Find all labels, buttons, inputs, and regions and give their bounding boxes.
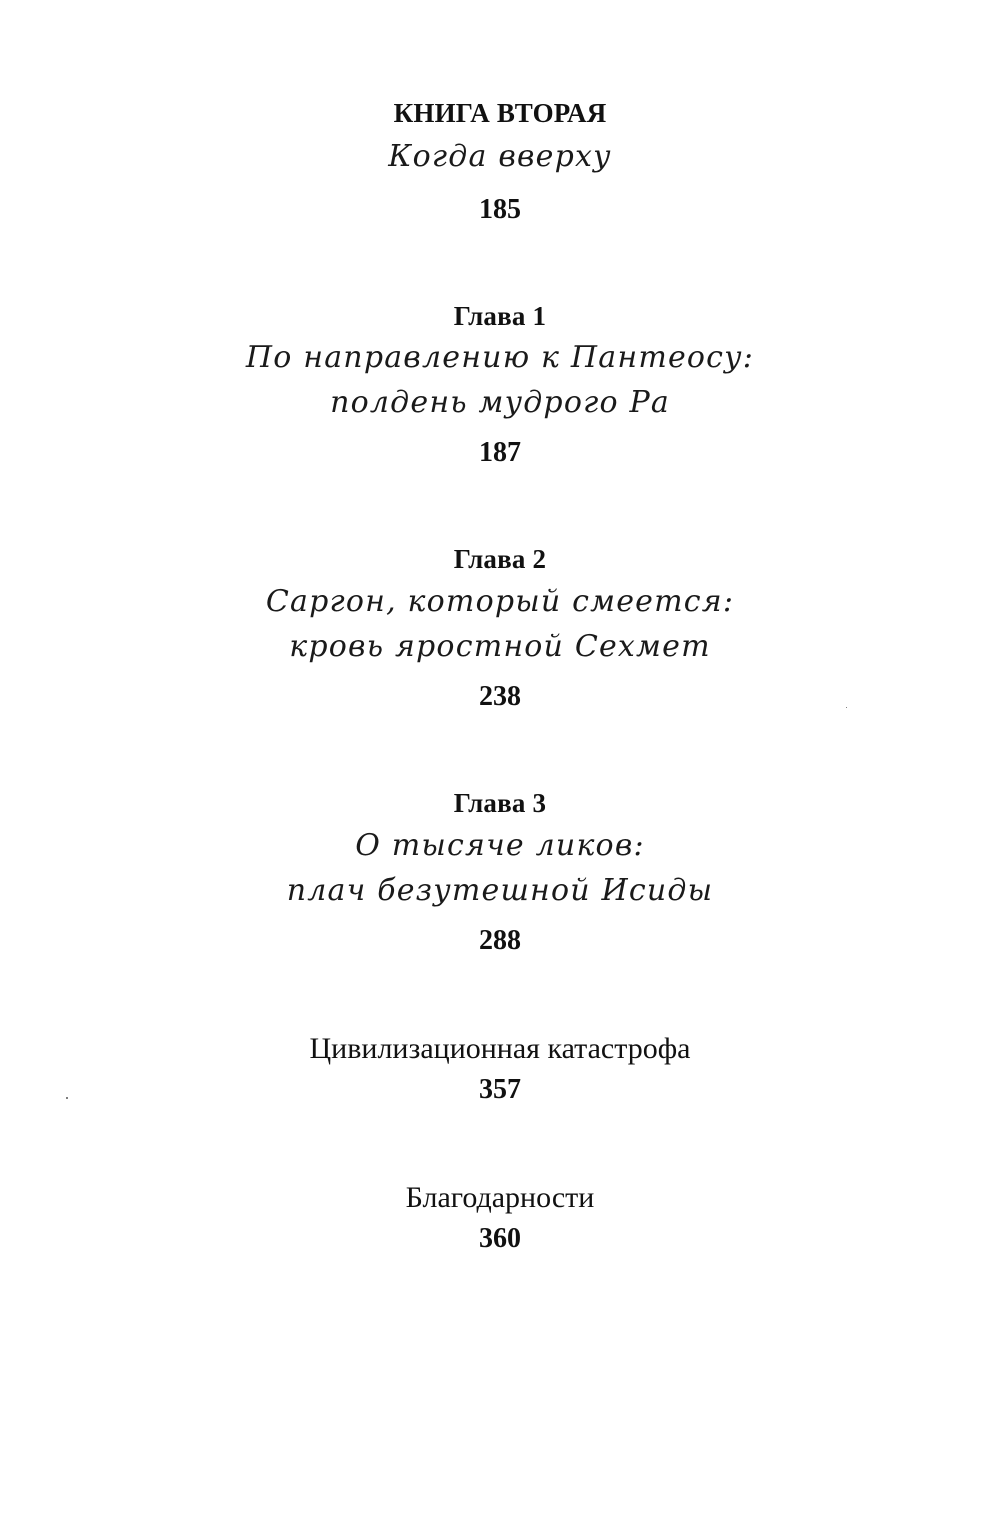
scan-speck [66, 1097, 68, 1099]
chapter-label: Глава 3 [453, 788, 547, 818]
chapter-title-line2: кровь яростной Сехмет [289, 629, 711, 664]
book-subtitle: Когда вверху [388, 139, 612, 174]
book-page-number: 185 [479, 194, 521, 225]
chapter-title-line1: По направлению к Пантеосу: [245, 340, 755, 375]
book-heading: КНИГА ВТОРАЯ [393, 98, 607, 128]
chapter-label: Глава 2 [453, 544, 547, 574]
chapter-title-line2: плач безутешной Исиды [286, 873, 714, 908]
section-page-number: 357 [479, 1074, 521, 1105]
chapter-title-line1: О тысяче ликов: [355, 828, 645, 863]
section-title: Цивилизационная катастрофа [309, 1032, 691, 1065]
chapter-label: Глава 1 [453, 301, 547, 331]
scan-speck [846, 707, 847, 708]
section-title: Благодарности [405, 1181, 595, 1214]
chapter-page-number: 187 [479, 437, 521, 468]
chapter-page-number: 288 [479, 925, 521, 956]
chapter-page-number: 238 [479, 681, 521, 712]
section-page-number: 360 [479, 1223, 521, 1254]
chapter-title-line1: Саргон, который смеется: [265, 584, 735, 619]
chapter-title-line2: полдень мудрого Ра [330, 385, 670, 420]
